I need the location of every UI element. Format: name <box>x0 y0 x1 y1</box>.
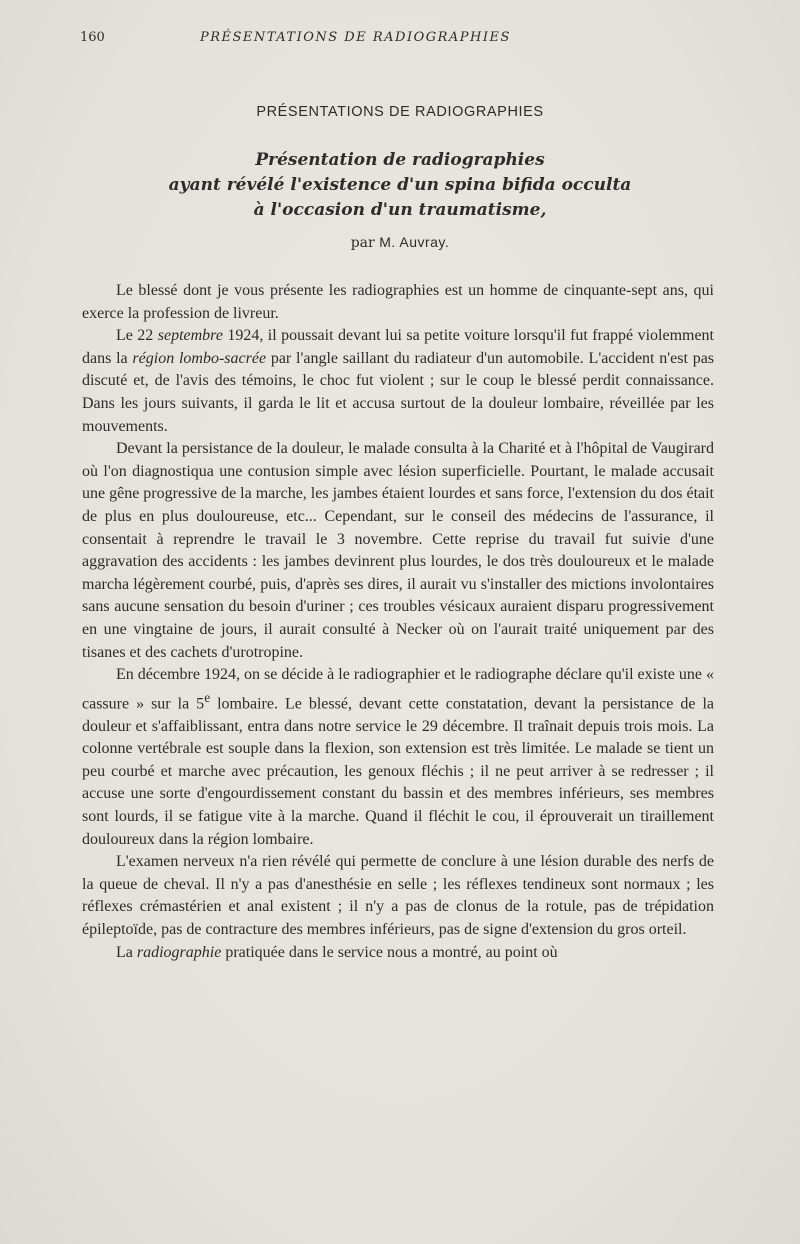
paragraph-2-part-a: Le 22 <box>116 327 158 345</box>
paragraph-6-italic-radiographie: radiographie <box>136 943 222 961</box>
body-text <box>82 280 714 964</box>
running-title: PRÉSENTATIONS DE RADIOGRAPHIES <box>200 30 511 45</box>
page-number: 160 <box>80 30 105 45</box>
section-heading: PRÉSENTATIONS DE RADIOGRAPHIES <box>256 104 544 120</box>
paragraph-2-italic-month: septembre <box>157 327 223 345</box>
paragraph-2-italic-region: région lombo-sacrée <box>132 349 267 367</box>
paragraph-2 <box>82 325 714 438</box>
paragraph-4-part-a: En décembre 1924, on se décide à le radiographier et le radiographe déclare qu'il existe une « cassure » sur la 5 <box>82 666 714 713</box>
article-title <box>0 148 800 223</box>
running-head <box>80 28 720 50</box>
byline-author: M. Auvray. <box>379 234 450 250</box>
byline-prefix: par <box>350 235 375 251</box>
paragraph-6-part-a: La <box>116 943 137 961</box>
article-title-line-1: Présentation de radiographies <box>255 150 545 170</box>
paragraph-3: Devant la persistance de la douleur, le malade consulta à la Charité et à l'hôpital de Vaugirard où l'on diagnostiqua une contusion simple avec lésion superficielle. Pourtant, le malade accusait une gêne progressive de la marche, les jambes étaient lourdes et sans force, l'extension du dos était de plus en plus douloureuse, etc... Cependant, sur le conseil des médecins de l'assurance, il consentait à reprendre le travail le 3 novembre. Cette reprise du travail fut suivie d'une aggravation des accidents : les jambes devinrent plus lourdes, le dos très douloureux et le malade marcha légèrement courbé, puis, d'après ses dires, il aurait vu s'installer des mictions involontaires sans aucune sensation du besoin d'uriner ; ces troubles vésicaux auraient disparu progressivement en une vingtaine de jours, il aurait consulté à Necker où on l'aurait traité uniquement par des tisanes et des cachets d'urotropine. <box>82 440 714 661</box>
paragraph-2-part-e: par l'angle saillant du radiateur d'un automobile. L'accident n'est pas discuté et, de l'avis des témoins, le choc fut violent ; sur le coup le blessé perdit connaissance. Dans les jours suivants, il garda le lit et accusa surtout de la douleur lombaire, réveillée par les mouvements. <box>82 349 715 435</box>
paragraph-1: Le blessé dont je vous présente les radiographies est un homme de cinquante-sept ans, qui exerce la profession de livreur. <box>82 282 714 322</box>
paragraph-4 <box>82 664 714 851</box>
article-title-line-3: à l'occasion d'un traumatisme, <box>253 200 547 220</box>
paragraph-4-superscript: e <box>204 689 211 705</box>
paragraph-4-part-b: lombaire. Le blessé, devant cette constatation, devant la persistance de la douleur et s'affaiblissant, entra dans notre service le 29 décembre. Il traînait depuis trois mois. La colonne vertébrale est souple dans la flexion, son extension est très limitée. Le malade se tient un peu courbé et marche avec précaution, les genoux fléchis ; il ne peut arriver à se redresser ; il accuse une sorte d'engourdissement constant du bassin et des membres inférieurs, ses membres sont lourds, il se fatigue vite à la marche. Quand il fléchit le cou, il éprouverait un tiraillement douloureux dans la région lombaire. <box>82 695 715 848</box>
paragraph-2-part-c: 1924, il poussait devant lui sa petite voiture lorsqu'il fut frappé violemment dans la <box>82 327 715 367</box>
byline <box>0 234 800 251</box>
article-title-line-2: ayant révélé l'existence d'un spina bifida occulta <box>168 175 632 195</box>
paragraph-6 <box>82 942 714 965</box>
paragraph-5: L'examen nerveux n'a rien révélé qui permette de conclure à une lésion durable des nerfs de la queue de cheval. Il n'y a pas d'anesthésie en selle ; les réflexes tendineux sont normaux ; les réflexes crémastérien et anal existent ; il n'y a pas de clonus de la rotule, pas de trépidation épileptoïde, pas de contracture des membres inférieurs, pas de signe d'extension du gros orteil. <box>82 853 714 938</box>
paragraph-6-part-c: pratiquée dans le service nous a montré, au point où <box>221 943 558 961</box>
